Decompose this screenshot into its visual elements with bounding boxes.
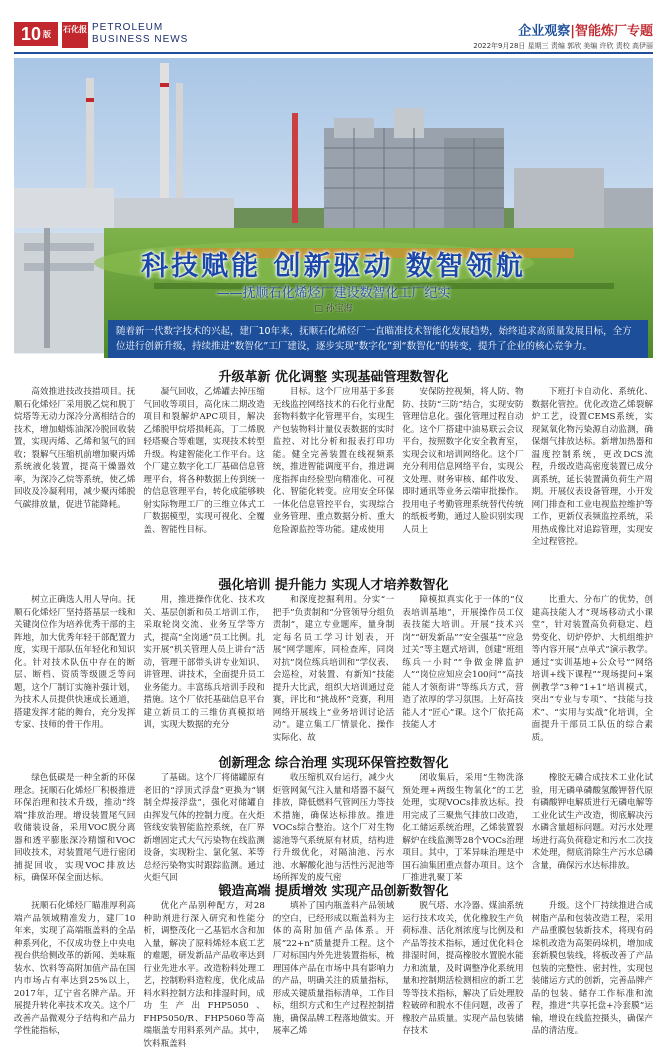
page-suffix: 版 bbox=[43, 29, 52, 39]
newspaper-logo bbox=[62, 22, 88, 48]
article-column bbox=[402, 900, 523, 1050]
column-text: 绿色低碳是一种全新的环保理念。抚顺石化烯烃厂积极推进环保治理和技术升级，推动“终端”排放治理。增设装置尾气回收储装设备，采用VOC脱分离器和透平膨胀深冷精馏和VOC回收技术，对装置尾气进行密闭捕捉回收，实现VOC排放达标，确保环保全面达标。 bbox=[14, 773, 136, 883]
section-body bbox=[14, 594, 653, 742]
feature-subheadline: ——抚顺石化烯烃厂建设数智化工厂纪实 bbox=[216, 286, 451, 301]
article-column bbox=[14, 772, 135, 885]
article-column bbox=[273, 900, 394, 1050]
column-text: 高效推进技改技措项目。抚顺石化烯烃厂采用脱乙烷和脱丁烷塔等无动力深冷分离相结合的技术，增加蜡炼油深冷脱回收装置，实现丙烯、乙烯和氢气的回收；裂解气压缩机前增加聚丙烯系统液化装置，提高干燥器效率，为深冷乙烷等系统，使乙烯回收及冷凝利用，减少聚丙烯脱气碳排放量，促进节能降耗。 bbox=[14, 387, 136, 510]
column-text: 用，推进操作优化、技术攻关、基层创新和员工培训工作，采取轮岗交流、业务互学等方式，提高“全岗通”员工比例。扎实开展“机关管理人员上讲台”活动，管理干部带头讲专业知识、讲管理、讲技术，全面提升员工业务能力。丰富练兵培训手段和措施。这个厂依托基础信息平台建立新员工的三维仿真模拟培训，实现大数据的充分 bbox=[143, 595, 265, 730]
section-main: 企业观察 bbox=[518, 24, 571, 39]
section-title: 强化培训 提升能力 实现人才培养数智化 bbox=[218, 578, 449, 593]
page-number: 10 bbox=[20, 23, 42, 44]
article-column bbox=[14, 900, 135, 1050]
feature-headline: 科技赋能 创新驱动 数智领航 bbox=[141, 251, 526, 282]
column-text: 优化产品别种配方，对28种助剂进行深入研究和性能分析，调整茂化一乙基铝水含和加入量，解决了原料烯烃本底工艺的难题，研发新品产品收率达到行业先进水平。改造粉料处理工艺，控制粉料造粒度，优化成品料水料控制方法和排湿时间，成功生产出FHP5050、FHP5050/R、FHP5060等高端瓶盖专用料系列产品。其中，饮料瓶盖料 bbox=[143, 901, 265, 1049]
column-text: 收压缩机双台运行，减少火炬管网氮气注入量和塔器不凝气排放，降低燃料气管网压力等技术措施，确保达标排放。推进VOCs综合整治。这个厂对生物滤池等气系统原有材质，结构进行升级优化，对隔油池、污水池、水解酸化池与活性污泥池等场所挥发的废气密 bbox=[272, 773, 395, 883]
dateline: 2022年9月28日 星期三 责编 郭欣 美编 许欣 责校 高伊丽 bbox=[473, 42, 653, 50]
column-text: 下班打卡自动化、系统化、数据化管控。优化改造乙烯裂解炉工艺，设置CEMS系统，实现氮氧化物污染源自动监测，确保烟气排放达标。新增加热器和温度控制系统，更改DCS流程，升级改造高密度装置已成分离系统，延长装置满负荷生产周期。开展仪表设备管理，小开发网门排查和工业电视监控维护等工作，更新仪表频监控系统，采用热成像比对追踪管理，实现安全过程管控。 bbox=[531, 387, 653, 547]
article-column bbox=[532, 900, 653, 1050]
column-text: 凝气回收，乙烯罐去掉压缩气回收等项目，高化床二期改造项目和裂解炉APC项目，解决乙烯脱甲烷塔损耗高，丁二烯脱轻塔聚合等难题，实现技术转型升级。构建智能化工作平台。这个厂建立数字化工厂基础信息管理平台，将各种数据上传到统一的信息管理平台，转化成能够映射实际物理工厂的三维立体式工厂数据模型，实现可视化、全覆盖、智能性目标。 bbox=[143, 387, 265, 535]
article-column bbox=[402, 594, 523, 744]
article-column bbox=[402, 386, 523, 564]
section-title: 升级革新 优化调整 实现基础管理数智化 bbox=[218, 370, 449, 385]
article-column bbox=[532, 772, 653, 885]
section-title: 锻造高端 提质增效 实现产品创新数智化 bbox=[218, 884, 449, 899]
article-column bbox=[14, 386, 135, 564]
feature-intro: 随着新一代数字技术的兴起，建厂10年来，抚顺石化烯烃厂一直瞄准技术智能化发展趋势，始终追求高质量发展目标，全方位进行创新升级，持续推进“数智化”工厂建设，逐步实现“数字化”到“数智化”的转变，提升了企业的核心竞争力。 bbox=[108, 320, 648, 358]
article-column bbox=[532, 594, 653, 744]
section-body bbox=[14, 772, 653, 883]
article-column bbox=[402, 772, 523, 885]
column-text: 树立正确选人用人导向。抚顺石化烯烃厂坚持搭基层一线和关键岗位作为培养优秀干部的主阵地，加大优秀年轻干部配置力度，实现干部队伍年轻化和知识化。针对技术队伍中存在的断层、断档、资质等级匮乏等问题，这个厂制订实施补强计划，为技术人员提供快速成长通道，搭建发挥才能的舞台，充分发挥专家、技师的骨干作用。 bbox=[14, 595, 136, 730]
column-text: 障模拟真实化于一体的“仪表培训基地”，开展操作员工仪表技能大培训。开展“技术兴岗”“研发新品”“安全强基”“应急过关”等主题式培训，创建“班组练兵一小时”“争做金牌监护人”“岗位应知应会100问”“高技能人才领衔讲”等练兵方式，营造了浓厚的学习氛围。上好高技能人才“匠心”课。这个厂依托高技能人才 bbox=[402, 595, 524, 730]
column-text: 升级。这个厂持续推进合成树脂产品和包装改造工程，采用产品重膜包装新技术，将现有码垛机改造为高架码垛机，增加成套新膜包装线，将板改善了产品包装的完整性、密封性，实现包装储运方式的创新，完善品牌产品的包装、储存工作标准和流程，推进“共享托盘+冷套膜”运输，增设在线监控摄头，确保产品的清洁度。 bbox=[531, 901, 653, 1036]
masthead-rule bbox=[14, 52, 653, 54]
section-body bbox=[14, 386, 653, 564]
section-label bbox=[518, 20, 653, 39]
column-text: 了基础。这个厂将储罐原有老旧的“浮顶式浮盘”更换为“钢制全焊接浮盘”，强化对储罐自由挥发气体的控制力度。在火炬管线安装智能监控系统，在厂界新增固定式大气污染物在线监测设备，实现粉尘、氯化氢、苯等总烃污染物实时跟踪监测。通过火炬气回 bbox=[143, 773, 265, 883]
article-column bbox=[532, 386, 653, 564]
column-text: 安保防控视频，将人防、物防、技防“三防”结合，实现安防管理信息化。强化管理过程自动化。这个厂搭建中油易联云会议平台，按照数字化安全教育室，实现会议和培训网络化。这个厂充分利用信息网络平台，实现公文处理、财务审核、邮件收发、即时通讯等业务云端审批操作。投用电子考勤管理系统替代传统的纸板考勤，通过人脸识别实现人员上 bbox=[402, 387, 524, 535]
article-column bbox=[273, 386, 394, 564]
page-number-badge bbox=[14, 22, 58, 46]
publication-name bbox=[92, 22, 188, 46]
column-text: 比重大、分布广的优势，创建高技能人才“现场移动式小课堂”，针对装置高负荷稳定、趋势变化、切炉停炉、大机组维护等内容开展“点单式”演示教学。通过“实训基地+公众号”“网络培训+线下课程”“现场提问+案例教学”3种“1+1”培训模式，突出“专业与专项”、“技能与技术”、“实用与实战”化培训，全面提升干部员工队伍的综合素质。 bbox=[531, 595, 653, 743]
article-column bbox=[143, 594, 264, 744]
feature-author: □ 孙宝海 bbox=[314, 304, 353, 314]
article-column bbox=[143, 900, 264, 1050]
column-text: 脱气塔、水冷器、煤油系统运行技术攻关，优化橡胶生产负荷标准、活化剂浓度与比例及和产品等技术指标，通过优化料仓排湿时间，提高橡胶水置脱水能力和流量，及时调整净化系统用量和控制期活检测相应的新工艺等等技术指标，解决了后处理胶粒破碎和脱水不佳问题，改善了橡胶产品质量。实现产品包装储存技术 bbox=[402, 901, 524, 1036]
column-text: 闭收集后，采用“生物洗涤预处理+两级生物氧化”的工艺处理，实现VOCs排放达标。投用完成了三聚焦气排放口改造，化工储运系统治理，乙烯装置裂解炉在线监测等28个VOCs治理项目。其中，丁苯异味治理是中国石油集团重点督办项目。这个厂推进乳聚丁苯 bbox=[402, 773, 524, 883]
logo-text: 石化报 bbox=[63, 25, 87, 34]
section-body bbox=[14, 900, 653, 1049]
column-text: 抚顺石化烯烃厂瞄准厚利高端产品领域精准发力，建厂10年来，实现了高端瓶盖料的全品种系列化，不仅成功登上中央电视台供给侧改革的新闻、美味瓶装水、饮料等高附加值产品在国内市场占有率达到25%以上，2017年，辽宁省名牌产品。开展提升转化率技术攻关。这个厂改善产品微观分子结构和产品力学性能指标， bbox=[14, 901, 136, 1036]
column-text: 目标。这个厂应用基于多套无线监控网络技术的石化行业配套物料数字化管理平台，实现生产包装物料计量仪表数据的实时监控、对比分析和报表打印功能。健全完善装置在线视频系统，推进智能调度平台，推进调度指挥由经验型向精准化、可视化、智能化转变。应用安全环保一体化信息管控平台，实现综合业务管理、重点数据分析、重大危险源监控等功能。建成使用 bbox=[272, 387, 395, 535]
section-title: 创新理念 综合治理 实现环保管控数智化 bbox=[218, 756, 449, 771]
column-text: 橡胶无磷合成技术工业化试验，用无磷单磷酸氢酸钾替代原有磷酸钾电解质进行无磷电解等工业化试生产改造，彻底解决污水磷含量超标问题。对污水处理场进行高负荷稳定和污水二次技术处理，彻底消除生产污水总磷含量，确保污水达标排放。 bbox=[531, 773, 653, 871]
column-text: 和深度挖掘利用。分实“一把手”负责制和“分管领导分组负责制”，建立专业题库，量身制定每名员工学习计划表，开展“网学题库，同检查库，同岗对抗”岗位练兵培训和“学仪表、会巡检，对装置、有新知”技能提升大比武，组织大培训通过竞赛，评比和“挑战杯”竞赛，利用网络开展线上“业务培训讨论活动”。建立集工厂情景化、操作实际化、故 bbox=[272, 595, 395, 743]
pub-name-line2: BUSINESS NEWS bbox=[92, 34, 189, 45]
pub-name-line1: PETROLEUM bbox=[92, 22, 164, 33]
column-text: 填补了国内瓶盖料产品领域的空白，已经形成以瓶盖料为主体的高附加值产品体系。开展“22+n”质量提升工程。这个厂对标国内外先进装置指标，梳理国体产品在市场中具有影响力的产品，明确关注的质量指标，形成关键质量指标清单，工作目标，组织方式和生产过程控制措施，确保品牌工程落地做实。开展率乙烯 bbox=[272, 901, 395, 1036]
section-sub: |智能炼厂专题 bbox=[570, 24, 653, 39]
article-column bbox=[273, 594, 394, 744]
article-column bbox=[143, 772, 264, 885]
article-column bbox=[143, 386, 264, 564]
article-column bbox=[273, 772, 394, 885]
article-column bbox=[14, 594, 135, 744]
